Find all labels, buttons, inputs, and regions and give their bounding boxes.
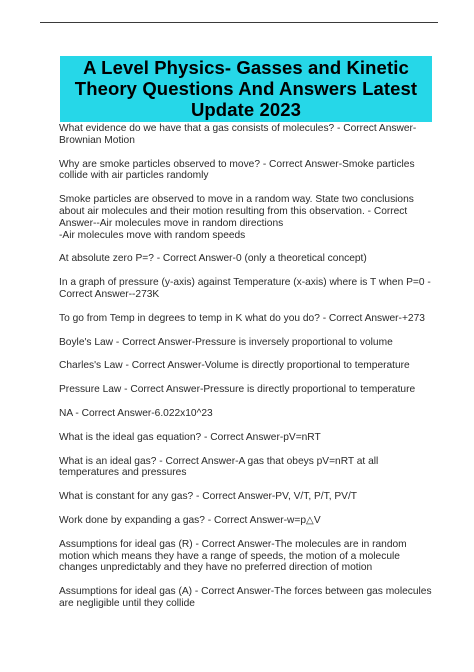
qa-item: What evidence do we have that a gas consists of molecules? - Correct Answer-Brownian Motion [59, 123, 417, 146]
qa-item: What is an ideal gas? - Correct Answer-A gas that obeys pV=nRT at all temperatures and pressures [59, 455, 379, 479]
qa-item: To go from Temp in degrees to temp in K what do you do? - Correct Answer-+273 [59, 312, 425, 324]
qa-item: Pressure Law - Correct Answer-Pressure is directly proportional to temperature [59, 384, 416, 396]
qa-item: What is constant for any gas? - Correct Answer-PV, V/T, P/T, PV/T [59, 491, 357, 503]
qa-item: NA - Correct Answer-6.022x10^23 [59, 407, 213, 419]
qa-item: Smoke particles are observed to move in a random way. State two conclusions about air molecules and their motion resulting from this observation. - Correct Answer--Air molecules move in random directions -Air molecules move with random speeds [59, 194, 414, 241]
qa-item: Work done by expanding a gas? - Correct Answer-w=p△V [59, 514, 321, 526]
qa-item: Assumptions for ideal gas (A) - Correct Answer-The forces between gas molecules are negligible until they collide [59, 586, 432, 609]
header-rule [40, 22, 438, 23]
qa-item: In a graph of pressure (y-axis) against Temperature (x-axis) where is T when P=0 - Correct Answer--273K [59, 277, 431, 300]
qa-item: What is the ideal gas equation? - Correct Answer-pV=nRT [59, 431, 321, 443]
document-title: A Level Physics- Gasses and Kinetic Theory Questions And Answers Latest Update 2023 [60, 56, 432, 122]
qa-item: Charles's Law - Correct Answer-Volume is directly proportional to temperature [59, 360, 410, 372]
qa-list [59, 123, 439, 622]
qa-item: Why are smoke particles observed to move? - Correct Answer-Smoke particles collide with air particles randomly [59, 158, 415, 182]
qa-item: Boyle's Law - Correct Answer-Pressure is inversely proportional to volume [59, 336, 393, 348]
qa-item: At absolute zero P=? - Correct Answer-0 (only a theoretical concept) [59, 253, 367, 265]
qa-item: Assumptions for ideal gas (R) - Correct Answer-The molecules are in random motion which means they have a range of speeds, the motion of a molecule changes unpredictably and they have no preferred direction of motion [59, 538, 407, 574]
